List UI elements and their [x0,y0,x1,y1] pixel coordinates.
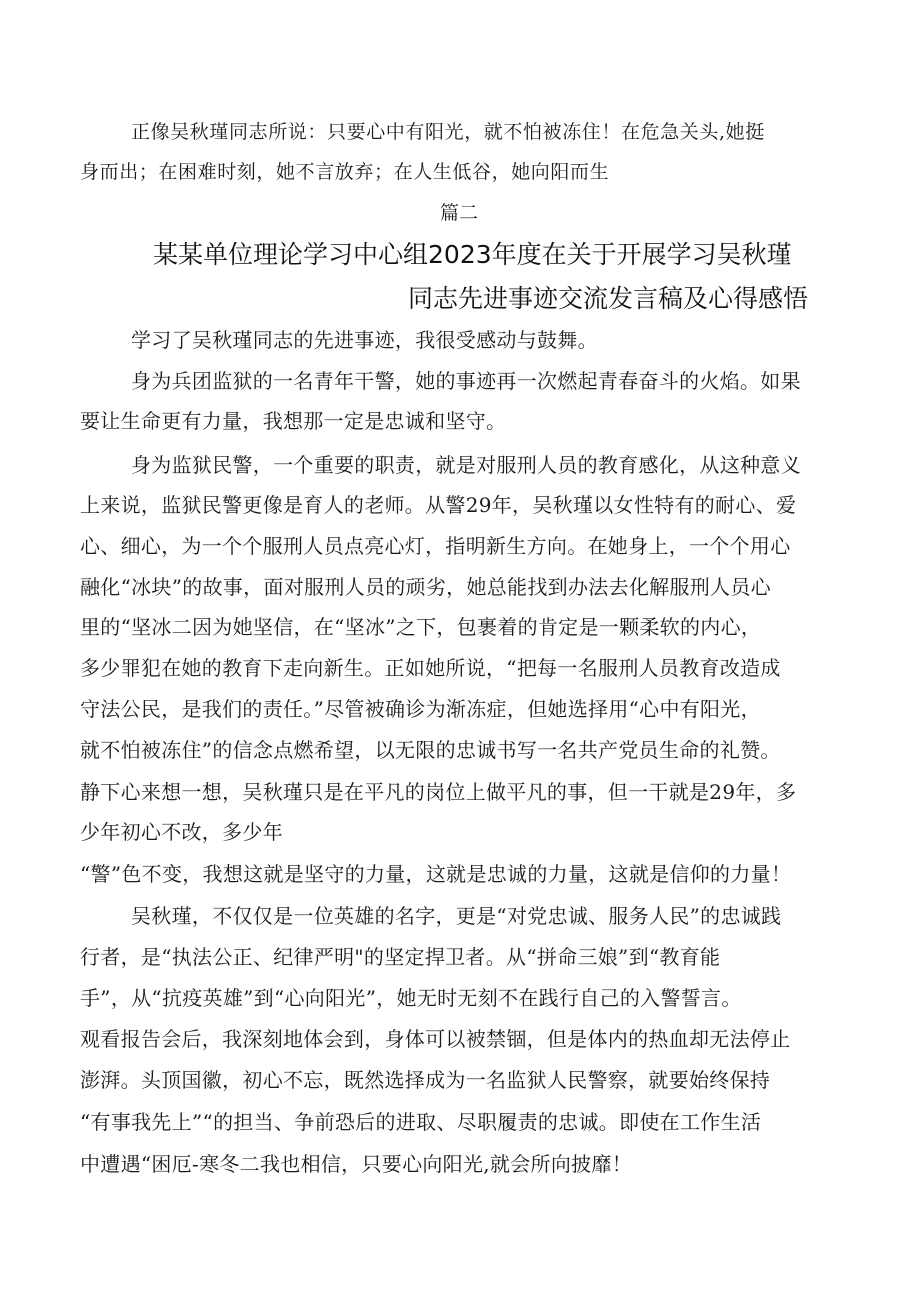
body-line: 澎湃。头顶国徽，初心不忘，既然选择成为一名监狱人民警察，就要始终保持 [80,1068,771,1092]
body-line: “警”色不变，我想这就是坚守的力量，这就是忠诚的力量，这就是信仰的力量！ [80,862,792,886]
body-line: 上来说，监狱民警更像是育人的老师。从警29年，吴秋瑾以女性特有的耐心、爱 [80,493,797,517]
body-line: 学习了吴秋瑾同志的先进事迹，我很受感动与鼓舞。 [131,328,598,352]
body-line: 里的“坚冰二因为她坚信，在“坚冰”之下，包裹着的肯定是一颗柔软的内心， [80,615,762,639]
body-line: 少年初心不改，多少年 [80,820,283,844]
body-line: 吴秋瑾，不仅仅是一位英雄的名字，更是“对党忠诚、服务人民”的忠诚践 [131,904,782,928]
body-line: “有事我先上”“的担当、争前恐后的进取、尽职履责的忠诚。即使在工作生活 [80,1110,762,1134]
body-line: 心、细心，为一个个服刑人员点亮心灯，指明新生方向。在她身上，一个个用心 [80,534,791,558]
intro-line-1: 正像吴秋瑾同志所说：只要心中有阳光，就不怕被冻住！在危急关头,她挺 [131,121,765,143]
body-line: 守法公民，是我们的责任。”尽管被确诊为渐冻症，但她选择用“心中有阳光， [80,697,761,721]
intro-line-2: 身而出；在困难时刻，她不言放弃；在人生低谷，她向阳而生 [80,161,610,183]
body-line: 行者，是“执法公正、纪律严明"的坚定捍卫者。从“拼命三娘”到“教育能 [80,945,721,969]
body-line: 手”，从“抗疫英雄”到“心向阳光”，她无时无刻不在践行自己的入警誓言。 [80,986,742,1010]
body-line: 就不怕被冻住”的信念点燃希望，以无限的忠诚书写一名共产党员生命的礼赞。 [80,738,781,762]
body-line: 要让生命更有力量，我想那一定是忠诚和坚守。 [80,409,507,433]
title-line-1: 某某单位理论学习中心组2023年度在关于开展学习吴秋瑾 [153,240,792,269]
body-line: 中遭遇“困厄-寒冬二我也相信，只要心向阳光,就会所向披靡！ [80,1152,633,1176]
section-label: 篇二 [440,202,479,224]
body-line: 身为兵团监狱的一名青年干警，她的事迹再一次燃起青春奋斗的火焰。如果 [131,369,801,393]
title-line-2: 同志先进事迹交流发言稿及心得感悟 [408,284,809,313]
body-line: 静下心来想一想，吴秋瑾只是在平凡的岗位上做平凡的事，但一干就是29年，多 [80,780,797,804]
body-line: 融化“冰块”的故事，面对服刑人员的顽劣，她总能找到办法去化解服刑人员心 [80,575,771,599]
body-line: 观看报告会后，我深刻地体会到，身体可以被禁锢，但是体内的热血却无法停止 [80,1027,791,1051]
body-line: 身为监狱民警，一个重要的职责，就是对服刑人员的教育感化，从这种意义 [131,453,801,477]
body-line: 多少罪犯在她的教育下走向新生。正如她所说，“把每一名服刑人员教育改造成 [80,656,781,680]
